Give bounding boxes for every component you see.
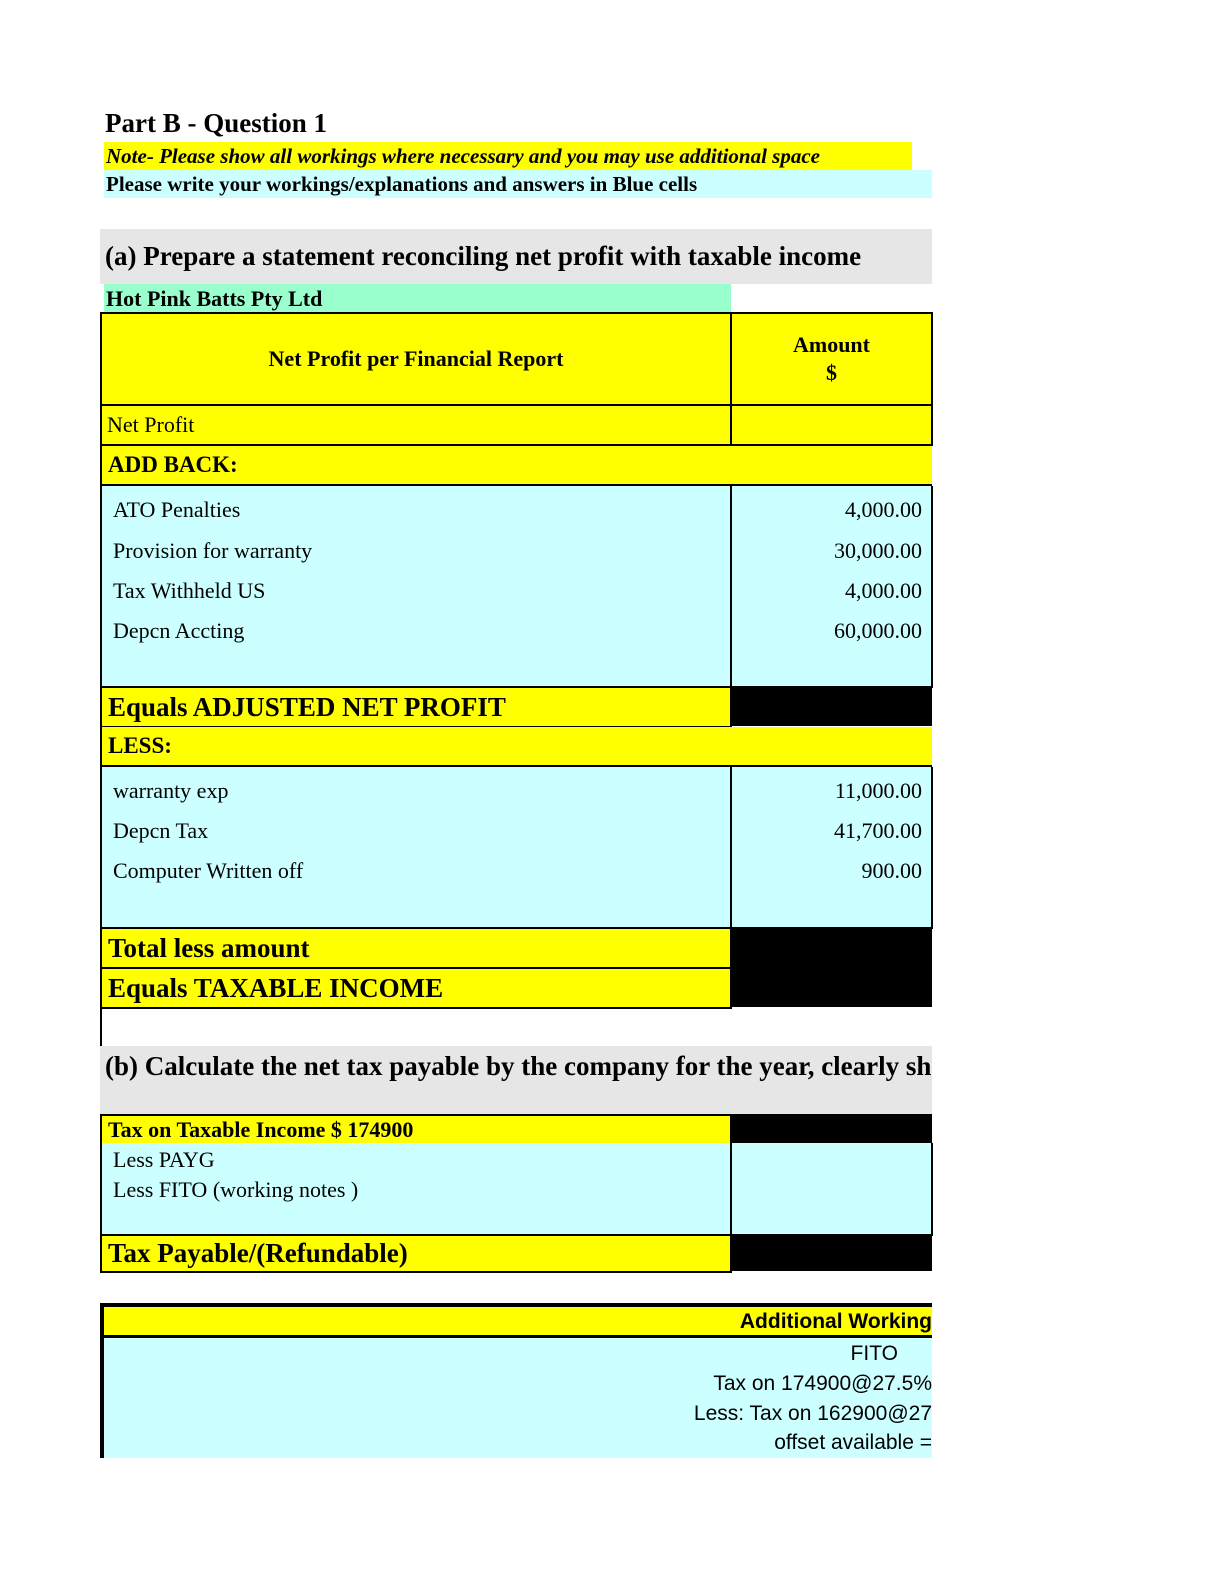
- adjusted-net-profit-amount-cell[interactable]: [730, 686, 932, 726]
- less-label: LESS:: [108, 733, 172, 758]
- add-back-label: ADD BACK:: [108, 452, 238, 477]
- tax-on-income-label: Tax on Taxable Income $ 174900: [100, 1114, 732, 1145]
- net-profit-label: Net Profit: [107, 412, 195, 437]
- tax-payable-label: Tax Payable/(Refundable): [108, 1238, 408, 1268]
- net-profit-label-cell: [100, 404, 732, 446]
- add-back-item-label: Provision for warranty: [113, 538, 313, 563]
- total-less-label-cell: [100, 927, 732, 969]
- section-b-heading: (b) Calculate the net tax payable by the company for the year, clearly sh: [100, 1046, 932, 1114]
- tax-on-income-amount-cell[interactable]: [730, 1114, 932, 1144]
- tax-payable-label-cell: [100, 1234, 732, 1273]
- total-less-label: Total less amount: [108, 932, 310, 963]
- border-line: [100, 1008, 102, 1046]
- add-back-item-amount: 4,000.00: [845, 497, 922, 522]
- aw-line-offset: offset available =: [774, 1431, 932, 1454]
- company-name: Hot Pink Batts Pty Ltd: [104, 284, 731, 313]
- add-back-item-amount: 30,000.00: [834, 538, 922, 563]
- taxable-income-label-cell: [100, 967, 732, 1009]
- additional-working-header: [100, 1303, 932, 1338]
- column-header-amount: [730, 312, 933, 406]
- total-less-amount-cell[interactable]: [730, 927, 932, 957]
- aw-line-fito: FITO: [850, 1342, 898, 1365]
- less-item-label: Computer Written off: [113, 858, 304, 883]
- less-item-label: Depcn Tax: [113, 818, 209, 843]
- add-back-item-label: Depcn Accting: [113, 618, 245, 643]
- page-title: Part B - Question 1: [105, 108, 327, 138]
- tax-payable-amount-cell[interactable]: [730, 1234, 932, 1271]
- additional-working-area[interactable]: [100, 1338, 932, 1458]
- less-item-amount: 11,000.00: [834, 778, 922, 803]
- net-profit-amount-cell[interactable]: [730, 404, 933, 446]
- adjusted-net-profit-label: Equals ADJUSTED NET PROFIT: [108, 691, 506, 722]
- less-item-amount: 41,700.00: [834, 818, 922, 843]
- amount-header-currency: $: [826, 360, 837, 385]
- add-back-item-label: ATO Penalties: [113, 497, 241, 522]
- less-payg-label: Less PAYG: [113, 1147, 215, 1172]
- less-item-label: warranty exp: [113, 778, 229, 803]
- instruction-banner: Please write your workings/explanations and answers in Blue cells: [104, 170, 932, 198]
- less-item-amount: 900.00: [861, 858, 922, 883]
- add-back-band: [100, 446, 932, 486]
- less-fito-label: Less FITO (working notes ): [113, 1177, 359, 1202]
- adjusted-net-profit-label-cell: [100, 686, 732, 728]
- note-banner: Note- Please show all workings where necessary and you may use additional space: [104, 142, 912, 170]
- additional-working-heading: Additional Working: [739, 1310, 932, 1333]
- aw-line-tax-on-income: Tax on 174900@27.5%: [713, 1372, 932, 1395]
- add-back-item-amount: 4,000.00: [845, 578, 922, 603]
- aw-line-less-tax: Less: Tax on 162900@27: [693, 1402, 932, 1425]
- less-band: [100, 727, 932, 767]
- add-back-item-amount: 60,000.00: [834, 618, 922, 643]
- taxable-income-label: Equals TAXABLE INCOME: [108, 972, 444, 1003]
- amount-header-label: Amount: [792, 332, 870, 357]
- taxable-income-amount-cell[interactable]: [730, 957, 932, 1007]
- column-header-description: Net Profit per Financial Report: [100, 312, 732, 406]
- section-a-heading: (a) Prepare a statement reconciling net profit with taxable income: [100, 229, 932, 284]
- add-back-item-label: Tax Withheld US: [113, 578, 266, 603]
- tax-deductions-amount-cell[interactable]: [730, 1143, 933, 1236]
